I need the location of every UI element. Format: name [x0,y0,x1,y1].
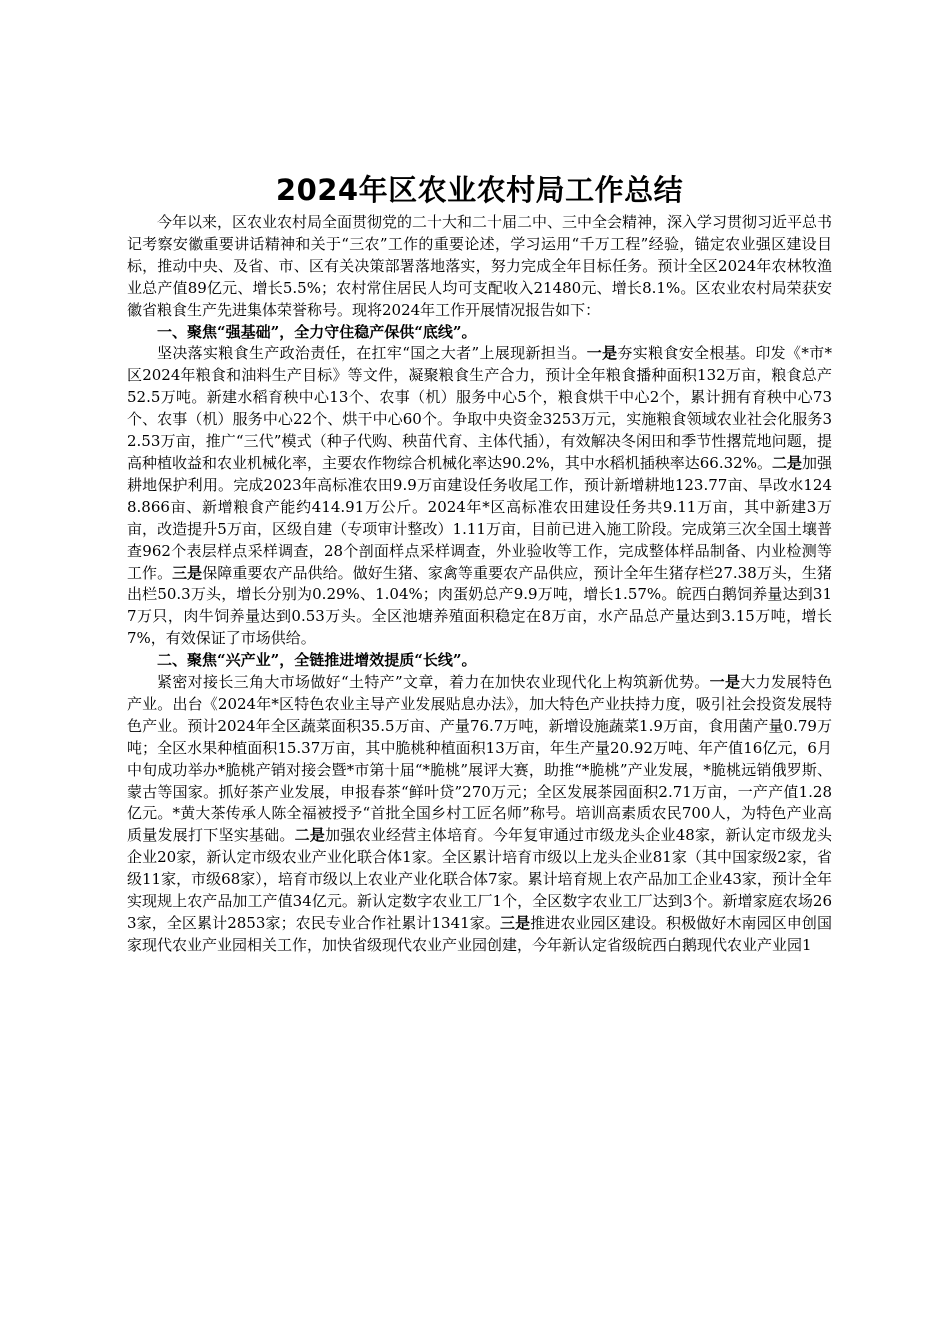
section-2-heading: 二、聚焦“兴产业”，全链推进增效提质“长线”。 [157,651,477,670]
intro-paragraph: 今年以来，区农业农村局全面贯彻党的二十大和二十届二中、三中全会精神，深入学习贯彻习近平总书记考察安徽重要讲话精神和关于“三农”工作的重要论述，学习运用“千万工程”经验，锚定农业强区建设目标，推动中央、及省、市、区有关决策部署落地落实，努力完成全年目标任务。预计全区2024年农林牧渔业总产值89亿元、增长5.5%；农村常住居民人均可支配收入21480元、增长8.1%。区农业农村局荣获安徽省粮食生产先进集体荣誉称号。现将2024年工作开展情况报告如下： [127,213,833,319]
document-page [127,170,832,957]
section-1-paragraph [127,343,832,650]
section-2-text-3: 推进农业园区建设。积极做好木南园区申创国家现代农业产业园相关工作，加快省级现代农业产业园创建，今年新认定省级皖西白鹅现代农业产业园1 [127,914,832,954]
section-1-text-1: 夯实粮食安全根基。印发《*市*区2024年粮食和油料生产目标》等文件，凝聚粮食生产合力，预计全年粮食播种面积132万亩，粮食总产52.5万吨。新建水稻育秧中心13个、农事（机）服务中心5个，粮食烘干中心2个，累计拥有育秧中心73个、农事（机）服务中心22个、烘干中心60个。争取中央资金3253万元，实施粮食领域农业社会化服务32.53万亩，推广“三代”模式（种子代购、秧苗代育、主体代插），有效解决冬闲田和季节性撂荒地问题，提高种植收益和农业机械化率，主要农作物综合机械化率达90.2%，其中水稻机插秧率达66.32%。 [127,344,832,472]
section-1-lead-2: 二是 [771,453,802,472]
section-2-lead-3: 三是 [499,914,531,932]
section-1-opening: 坚决落实粮食生产政治责任，在扛牢“国之大者”上展现新担当。 [157,344,587,363]
section-2-text-1: 大力发展特色产业。出台《2024年*区特色农业主导产业发展贴息办法》，加大特色产业扶持力度，吸引社会投资发展特色产业。预计2024年全区蔬菜面积35.5万亩、产量76.7万吨，新增设施蔬菜1.9万亩，食用菌产量0.79万吨；全区水果种植面积15.37万亩，其中脆桃种植面积13万亩，年生产量20.92万吨、年产值16亿元，6月中旬成功举办*脆桃产销对接会暨*市第十届“*脆桃”展评大赛，助推“*脆桃”产业发展，*脆桃远销俄罗斯、蒙古等国家。抓好茶产业发展，申报春茶“鲜叶贷”270万元；全区发展茶园面积2.71万亩，一产产值1.28亿元。*黄大茶传承人陈全福被授予“首批全国乡村工匠名师”称号。培训高素质农民700人，为特色产业高质量发展打下坚实基础。 [127,673,832,845]
section-1-lead-3: 三是 [172,563,203,582]
section-2-lead-2: 二是 [294,826,326,845]
section-2-opening: 紧密对接长三角大市场做好“土特产”文章，着力在加快农业现代化上构筑新优势。 [157,673,710,692]
section-1-heading: 一、聚焦“强基础”，全力守住稳产保供“底线”。 [157,322,477,341]
document-title: 2024年区农业农村局工作总结 [275,173,684,207]
section-2-text-2: 加强农业经营主体培育。今年复审通过市级龙头企业48家，新认定市级龙头企业20家，新认定市级农业产业化联合体1家。全区累计培育市级以上龙头企业81家（其中国家级2家，省级11家，市级68家），培育市级以上农业产业化联合体7家。累计培育规上农产品加工企业43家，预计全年实现规上农产品加工产值34亿元。新认定数字农业工厂1个，全区数字农业工厂达到3个。新增家庭农场263家，全区累计2853家；农民专业合作社累计1341家。 [127,826,832,932]
section-1-text-3: 保障重要农产品供给。做好生猪、家禽等重要农产品供应，预计全年生猪存栏27.38万头，生猪出栏50.3万头，增长分别为0.29%、1.04%；肉蛋奶总产9.9万吨，增长1.57%。皖西白鹅饲养量达到317万只，肉牛饲养量达到0.53万头。全区池塘养殖面积稳定在8万亩，水产品总产量达到3.15万吨，增长7%，有效保证了市场供给。 [127,563,832,648]
section-2-paragraph [127,672,832,957]
section-1-lead-1: 一是 [586,344,618,363]
section-1-text-2: 加强耕地保护利用。完成2023年高标准农田9.9万亩建设任务收尾工作，预计新增耕地123.77亩、旱改水1248.866亩、新增粮食产能约414.91万公斤。2024年*区高标准农田建设任务共9.11万亩，其中新建3万亩，改造提升5万亩，区级自建（专项审计整改）1.11万亩，目前已进入施工阶段。完成第三次全国土壤普查962个表层样点采样调查，28个剖面样点采样调查，外业验收等工作，完成整体样品制备、内业检测等工作。 [127,453,832,582]
section-2-lead-1: 一是 [709,673,741,692]
